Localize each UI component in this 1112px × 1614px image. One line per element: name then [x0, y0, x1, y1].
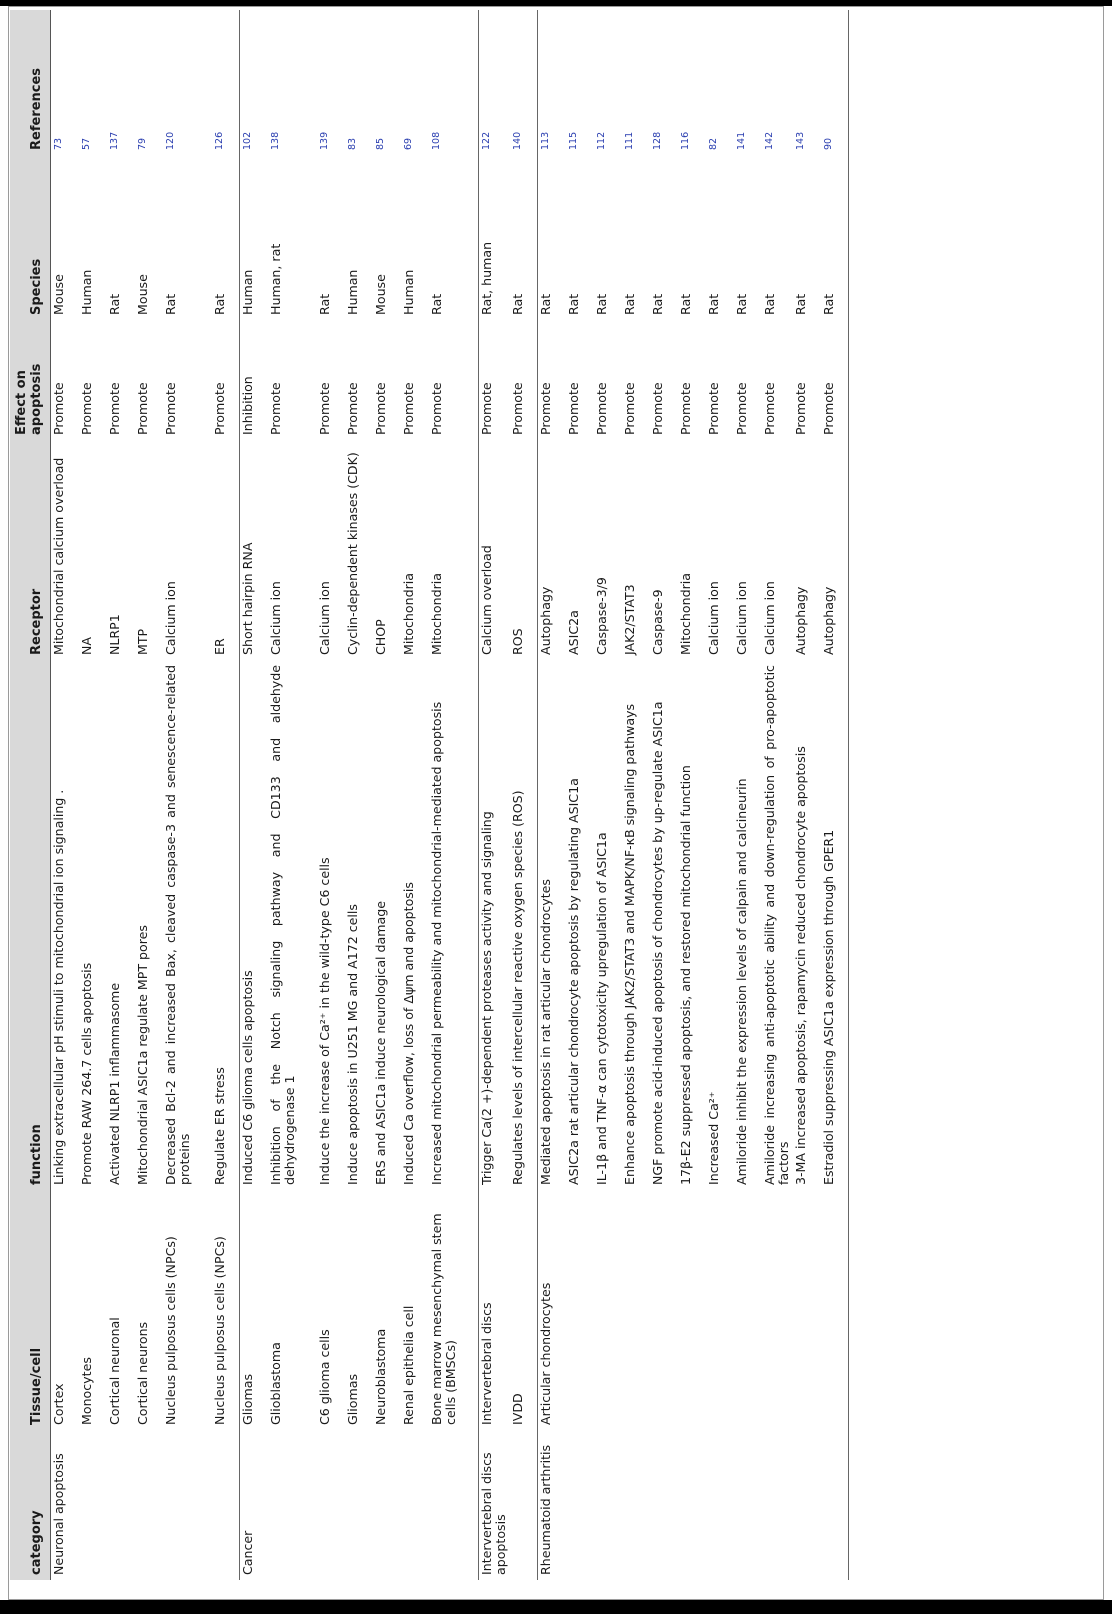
- cell-species: Rat: [509, 293, 525, 315]
- table-row: [240, 10, 268, 1580]
- table-header-row: [10, 10, 51, 1580]
- cell-reference[interactable]: 143: [794, 131, 806, 150]
- cell-category: [678, 1430, 706, 1580]
- bottom-border: [0, 1600, 1112, 1614]
- cell-tissue: IVDD: [509, 1393, 525, 1425]
- cell-effect: Promote: [733, 382, 749, 435]
- table-row: [678, 10, 706, 1580]
- table-row: [212, 10, 240, 1580]
- cell-receptor: Autophagy: [538, 440, 566, 660]
- cell-reference[interactable]: 79: [136, 137, 148, 150]
- cell-tissue: [678, 1190, 706, 1430]
- cell-species: Rat: [649, 293, 665, 315]
- cell-reference[interactable]: 83: [346, 137, 358, 150]
- cell-tissue: [821, 1190, 849, 1430]
- table-row: [650, 10, 678, 1580]
- cell-species: Rat: [316, 293, 332, 315]
- cell-species: Human, rat: [267, 243, 283, 315]
- cell-species: Rat: [677, 293, 693, 315]
- cell-species: Rat: [792, 293, 808, 315]
- cell-category: [163, 1430, 212, 1580]
- cell-function: Activated NLRP1 inflammasome: [106, 982, 122, 1185]
- table-row: [268, 10, 317, 1580]
- cell-function: Trigger Ca(2 +)-dependent proteases activity and signaling: [478, 660, 510, 1190]
- table-row: [373, 10, 401, 1580]
- table-row: [135, 10, 163, 1580]
- table-row: [762, 10, 793, 1580]
- table-row: [734, 10, 762, 1580]
- cell-reference[interactable]: 141: [735, 131, 747, 150]
- cell-species: Rat, human: [478, 155, 510, 320]
- cell-effect: Promote: [565, 382, 581, 435]
- cell-function: Inhibition of the Notch signaling pathway and CD133 and aldehyde dehydrogenase 1: [267, 665, 297, 1185]
- cell-effect: Promote: [344, 382, 360, 435]
- cell-receptor: Calcium ion: [705, 581, 721, 655]
- cell-function: Estradiol suppressing ASIC1a expression through GPER1: [821, 660, 849, 1190]
- cell-effect: Promote: [705, 382, 721, 435]
- cell-species: Rat: [162, 293, 178, 315]
- cell-category: [762, 1430, 793, 1580]
- table-row: [345, 10, 373, 1580]
- cell-reference[interactable]: 116: [679, 131, 691, 150]
- apoptosis-table: [10, 10, 849, 1580]
- cell-tissue: Intervertebral discs: [478, 1190, 510, 1430]
- cell-reference[interactable]: 138: [269, 131, 281, 150]
- cell-tissue: Neuroblastoma: [372, 1328, 388, 1425]
- cell-effect: Promote: [51, 320, 79, 440]
- cell-species: Mouse: [134, 274, 150, 315]
- table-row: [429, 10, 479, 1580]
- cell-reference[interactable]: 140: [511, 131, 523, 150]
- cell-receptor: Calcium ion: [162, 581, 178, 655]
- cell-effect: Promote: [509, 382, 525, 435]
- cell-reference[interactable]: 122: [478, 10, 510, 155]
- cell-category: [345, 1430, 373, 1580]
- header-function: function: [10, 660, 51, 1190]
- cell-category: [107, 1430, 135, 1580]
- cell-species: Human: [400, 269, 416, 315]
- cell-effect: Promote: [400, 382, 416, 435]
- cell-category: [793, 1430, 821, 1580]
- cell-reference[interactable]: 128: [651, 131, 663, 150]
- cell-reference[interactable]: 115: [567, 131, 579, 150]
- cell-tissue: C6 glioma cells: [316, 1329, 332, 1425]
- cell-effect: Promote: [677, 382, 693, 435]
- table-row: [317, 10, 345, 1580]
- cell-tissue: [622, 1190, 650, 1430]
- table-row: [566, 10, 594, 1580]
- cell-effect: Promote: [316, 382, 332, 435]
- cell-effect: Promote: [211, 382, 227, 435]
- cell-category: [650, 1430, 678, 1580]
- cell-tissue: Gliomas: [240, 1190, 268, 1430]
- cell-receptor: Mitochondrial calcium overload: [51, 440, 79, 660]
- cell-tissue: Glioblastoma: [267, 1342, 283, 1425]
- cell-receptor: NLRP1: [106, 614, 122, 655]
- cell-function: Induced C6 glioma cells apoptosis: [240, 660, 268, 1190]
- cell-reference[interactable]: 108: [430, 131, 442, 150]
- cell-function: Increased Ca²⁺: [705, 1091, 721, 1185]
- cell-effect: Promote: [478, 320, 510, 440]
- cell-receptor: Caspase-9: [649, 589, 665, 655]
- cell-category: [594, 1430, 622, 1580]
- cell-reference[interactable]: 73: [51, 10, 79, 155]
- cell-species: Rat: [821, 155, 849, 320]
- cell-receptor: Calcium ion: [267, 581, 283, 655]
- cell-species: Rat: [565, 293, 581, 315]
- cell-effect: Promote: [428, 382, 444, 435]
- cell-tissue: [793, 1190, 821, 1430]
- cell-species: Rat: [705, 293, 721, 315]
- cell-function: Regulates levels of intercellular reactive oxygen species (ROS): [509, 790, 525, 1185]
- header-tissue: Tissue/cell: [10, 1190, 51, 1430]
- cell-reference[interactable]: 111: [623, 131, 635, 150]
- cell-function: 3-MA increased apoptosis, rapamycin reduced chondrocyte apoptosis: [792, 746, 808, 1185]
- cell-effect: Promote: [538, 320, 566, 440]
- cell-effect: Promote: [78, 382, 94, 435]
- cell-category: [821, 1430, 849, 1580]
- cell-species: Mouse: [51, 155, 79, 320]
- cell-species: Human: [240, 155, 268, 320]
- cell-category: [317, 1430, 345, 1580]
- header-effect: Effect on apoptosis: [10, 320, 51, 440]
- cell-receptor: Autophagy: [792, 586, 808, 655]
- cell-tissue: Cortical neuronal: [106, 1317, 122, 1425]
- cell-reference[interactable]: 57: [80, 137, 92, 150]
- cell-function: Linking extracellular pH stimuli to mitochondrial ion signaling .: [51, 660, 79, 1190]
- cell-tissue: [566, 1190, 594, 1430]
- cell-species: Human: [78, 269, 94, 315]
- cell-receptor: Calcium ion: [761, 581, 777, 655]
- cell-receptor: ER: [211, 638, 227, 655]
- cell-receptor: Calcium overload: [478, 440, 510, 660]
- cell-reference[interactable]: 85: [374, 137, 386, 150]
- cell-function: Decreased Bcl-2 and increased Bax, cleaved caspase-3 and senescence-related proteins: [162, 665, 192, 1185]
- cell-tissue: [734, 1190, 762, 1430]
- cell-function: NGF promote acid-induced apoptosis of chondrocytes by up-regulate ASIC1a: [649, 701, 665, 1185]
- cell-species: Rat: [428, 293, 444, 315]
- cell-species: Rat: [761, 293, 777, 315]
- cell-category: [510, 1430, 538, 1580]
- header-species: Species: [10, 155, 51, 320]
- cell-effect: Inhibition: [240, 320, 268, 440]
- cell-effect: Promote: [792, 382, 808, 435]
- table-row: [51, 10, 79, 1580]
- cell-function: Increased mitochondrial permeability and mitochondrial-mediated apoptosis: [428, 701, 444, 1185]
- cell-category: Rheumatoid arthritis: [538, 1430, 566, 1580]
- cell-tissue: [650, 1190, 678, 1430]
- rotated-table-container: [10, 10, 1095, 1580]
- cell-function: Amiloride inhibit the expression levels of calpain and calcineurin: [733, 778, 749, 1185]
- cell-tissue: Articular chondrocytes: [538, 1190, 566, 1430]
- cell-receptor: MTP: [134, 628, 150, 655]
- cell-receptor: ASIC2a: [565, 610, 581, 655]
- cell-receptor: ROS: [509, 628, 525, 655]
- cell-receptor: Short hairpin RNA: [240, 440, 268, 660]
- cell-effect: Promote: [821, 320, 849, 440]
- cell-reference[interactable]: 102: [240, 10, 268, 155]
- cell-receptor: Mitochondria: [400, 573, 416, 655]
- cell-category: [734, 1430, 762, 1580]
- cell-category: [566, 1430, 594, 1580]
- cell-category: [268, 1430, 317, 1580]
- cell-function: 17β-E2 suppressed apoptosis, and restored mitochondrial function: [677, 765, 693, 1185]
- cell-species: Rat: [211, 293, 227, 315]
- cell-receptor: Mitochondria: [677, 573, 693, 655]
- cell-category: Cancer: [240, 1430, 268, 1580]
- cell-function: Induce apoptosis in U251 MG and A172 cells: [344, 904, 360, 1185]
- table-row: [594, 10, 622, 1580]
- cell-effect: Promote: [134, 382, 150, 435]
- cell-effect: Promote: [267, 382, 283, 435]
- cell-function: Mitochondrial ASIC1a regulate MPT pores: [134, 925, 150, 1185]
- cell-function: Regulate ER stress: [211, 1067, 227, 1185]
- table-row: [478, 10, 510, 1580]
- cell-reference[interactable]: 137: [108, 131, 120, 150]
- cell-effect: Promote: [761, 382, 777, 435]
- cell-tissue: [762, 1190, 793, 1430]
- table-row: [821, 10, 849, 1580]
- table-row: [622, 10, 650, 1580]
- cell-receptor: JAK2/STAT3: [621, 584, 637, 655]
- table-row: [706, 10, 734, 1580]
- table-row: [401, 10, 429, 1580]
- cell-effect: Promote: [621, 382, 637, 435]
- cell-tissue: Monocytes: [78, 1357, 94, 1425]
- cell-category: [373, 1430, 401, 1580]
- cell-reference[interactable]: 90: [821, 10, 849, 155]
- cell-category: Neuronal apoptosis: [51, 1430, 79, 1580]
- cell-receptor: CHOP: [372, 619, 388, 655]
- table-row: [538, 10, 566, 1580]
- cell-function: Amiloride increasing anti-apoptotic ability and down-regulation of pro-apoptotic factors: [761, 665, 791, 1185]
- cell-category: [622, 1430, 650, 1580]
- cell-category: Intervertebral discs apoptosis: [478, 1430, 510, 1580]
- table-row: [793, 10, 821, 1580]
- cell-species: Rat: [593, 293, 609, 315]
- cell-tissue: Nucleus pulposus cells (NPCs): [162, 1236, 178, 1425]
- cell-receptor: Autophagy: [821, 440, 849, 660]
- cell-species: Rat: [106, 293, 122, 315]
- cell-species: Human: [344, 269, 360, 315]
- cell-reference[interactable]: 139: [318, 131, 330, 150]
- cell-effect: Promote: [106, 382, 122, 435]
- header-references: References: [10, 10, 51, 155]
- header-receptor: Receptor: [10, 440, 51, 660]
- cell-tissue: Bone marrow mesenchymal stem cells (BMSCs): [428, 1213, 458, 1425]
- cell-function: IL-1β and TNF-α can cytotoxicity upregulation of ASIC1a: [593, 832, 609, 1185]
- cell-category: [79, 1430, 107, 1580]
- cell-receptor: Calcium ion: [733, 581, 749, 655]
- cell-reference[interactable]: 113: [538, 10, 566, 155]
- cell-species: Mouse: [372, 274, 388, 315]
- cell-reference[interactable]: 126: [213, 131, 225, 150]
- cell-category: [135, 1430, 163, 1580]
- cell-tissue: [594, 1190, 622, 1430]
- table-row: [163, 10, 212, 1580]
- cell-tissue: Gliomas: [344, 1373, 360, 1425]
- cell-function: Promote RAW 264.7 cells apoptosis: [78, 962, 94, 1185]
- cell-category: [212, 1430, 240, 1580]
- cell-receptor: Calcium ion: [316, 581, 332, 655]
- cell-category: [401, 1430, 429, 1580]
- cell-receptor: Mitochondria: [428, 573, 444, 655]
- cell-tissue: Cortex: [51, 1190, 79, 1430]
- cell-reference[interactable]: 120: [164, 131, 176, 150]
- cell-function: ERS and ASIC1a induce neurological damage: [372, 901, 388, 1185]
- table-row: [510, 10, 538, 1580]
- cell-effect: Promote: [372, 382, 388, 435]
- cell-function: Induce the increase of Ca²⁺ in the wild-type C6 cells: [316, 857, 332, 1185]
- cell-function: Mediated apoptosis in rat articular chondrocytes: [538, 660, 566, 1190]
- cell-tissue: Renal epithelia cell: [400, 1305, 416, 1425]
- cell-effect: Promote: [162, 382, 178, 435]
- cell-function: ASIC2a rat articular chondrocyte apoptosis by regulating ASIC1a: [565, 778, 581, 1185]
- cell-function: Enhance apoptosis through JAK2/STAT3 and MAPK/NF-κB signaling pathways: [621, 703, 637, 1185]
- cell-species: Rat: [621, 293, 637, 315]
- cell-species: Rat: [733, 293, 749, 315]
- cell-tissue: Cortical neurons: [134, 1321, 150, 1425]
- cell-category: [429, 1430, 479, 1580]
- table-row: [107, 10, 135, 1580]
- header-category: category: [10, 1430, 51, 1580]
- cell-function: Induced Ca overflow, loss of Δψm and apoptosis: [400, 882, 416, 1185]
- cell-tissue: Nucleus pulposus cells (NPCs): [211, 1236, 227, 1425]
- table-row: [79, 10, 107, 1580]
- cell-reference[interactable]: 69: [402, 137, 414, 150]
- cell-tissue: [706, 1190, 734, 1430]
- cell-species: Rat: [538, 155, 566, 320]
- cell-receptor: Cyclin-dependent kinases (CDK): [344, 452, 360, 655]
- cell-category: [706, 1430, 734, 1580]
- cell-effect: Promote: [593, 382, 609, 435]
- cell-reference[interactable]: 112: [595, 131, 607, 150]
- cell-receptor: Caspase-3/9: [593, 577, 609, 655]
- cell-reference[interactable]: 142: [763, 131, 775, 150]
- cell-reference[interactable]: 82: [707, 137, 719, 150]
- cell-receptor: NA: [78, 636, 94, 655]
- cell-effect: Promote: [649, 382, 665, 435]
